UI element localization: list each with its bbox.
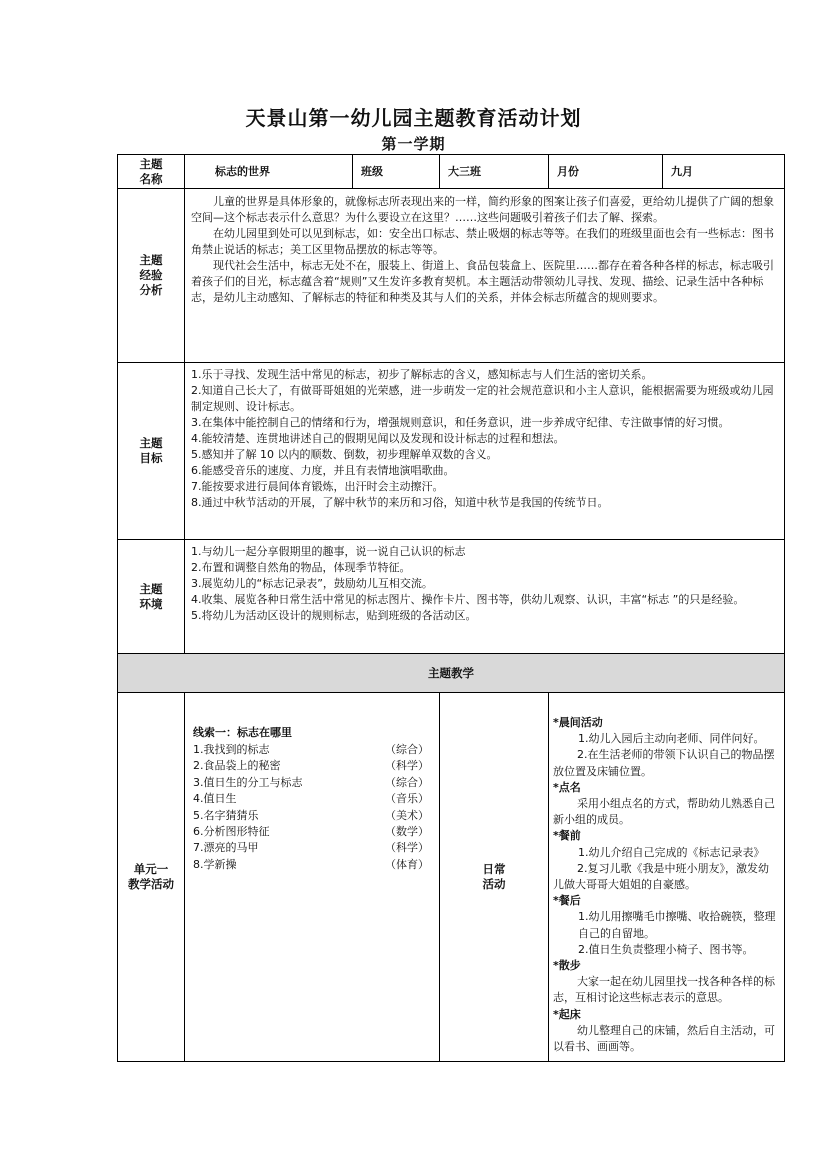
clue-title: 线索一：标志在哪里	[193, 726, 292, 739]
environment-content	[185, 540, 785, 654]
daily-heading: *起床	[553, 1007, 581, 1021]
unit-row	[118, 693, 785, 1062]
activity-name: 2.食品袋上的秘密	[193, 759, 281, 773]
daily-heading: *晨间活动	[553, 716, 603, 729]
goal-item: 1.乐于寻找、发现生活中常见的标志，初步了解标志的含义，感知标志与人们生活的密切关系。	[191, 368, 653, 381]
activity-subject: （科学）	[385, 841, 429, 855]
experience-paragraph: 儿童的世界是具体形象的，就像标志所表现出来的一样，简约形象的图案让孩子们喜爱，更给幼儿提供了广阔的想象空间—这个标志表示什么意思？为什么要设立在这里？……这些问题吸引着孩子们去了解、探索。	[191, 195, 774, 224]
goals-label: 主题 目标	[118, 363, 185, 540]
goal-item: 8.通过中秋节活动的开展，了解中秋节的来历和习俗，知道中秋节是我国的传统节日。	[191, 496, 609, 509]
activity-item	[193, 840, 431, 856]
activity-item	[193, 758, 431, 774]
daily-activities	[549, 693, 785, 1062]
daily-heading: *散步	[553, 959, 581, 973]
activity-item	[193, 791, 431, 807]
daily-item: 大家一起在幼儿园里找一找各种各样的标志，互相讨论这些标志表示的意思。	[553, 975, 775, 1005]
daily-heading: *点名	[553, 780, 581, 794]
goal-item: 2.知道自己长大了，有做哥哥姐姐的光荣感，进一步萌发一定的社会规范意识和小主人意识，能根据需要为班级或幼儿园制定规则、设计标志。	[191, 384, 774, 413]
activity-subject: （综合）	[385, 743, 429, 756]
goals-row	[118, 363, 785, 540]
activity-subject: （科学）	[385, 759, 429, 773]
experience-row	[118, 189, 785, 363]
theme-name-label: 主题 名称	[118, 155, 185, 189]
activity-subject: （音乐）	[385, 792, 429, 806]
daily-item: 2.在生活老师的带领下认识自己的物品摆放位置及床铺位置。	[553, 748, 775, 778]
daily-heading: *餐前	[553, 829, 581, 843]
goal-item: 4.能较清楚、连贯地讲述自己的假期见闻以及发现和设计标志的过程和想法。	[191, 432, 565, 445]
goal-item: 6.能感受音乐的速度、力度，并且有表情地演唱歌曲。	[191, 464, 455, 477]
theme-name-value: 标志的世界	[185, 155, 353, 189]
daily-item: 1.幼儿介绍自己完成的《标志记录表》	[578, 845, 765, 859]
goal-item: 7.能按要求进行晨间体育锻炼，出汗时会主动擦汗。	[191, 480, 444, 493]
daily-heading: *餐后	[553, 894, 581, 908]
clue-activities	[185, 693, 440, 1062]
activity-subject: （数学）	[385, 825, 429, 839]
month-value: 九月	[663, 155, 785, 189]
goals-content	[185, 363, 785, 540]
daily-item: 2.复习儿歌《我是中班小朋友》，激发幼儿做大哥哥大姐姐的自豪感。	[553, 861, 769, 892]
experience-label: 主题 经验 分析	[118, 189, 185, 363]
activity-name: 4.值日生	[193, 792, 237, 806]
activity-name: 5.名字猜猜乐	[193, 808, 259, 822]
experience-content	[185, 189, 785, 363]
daily-item: 2.值日生负责整理小椅子、图书等。	[578, 942, 754, 956]
activity-item	[193, 824, 431, 840]
environment-label: 主题 环境	[118, 540, 185, 654]
activity-subject: （综合）	[385, 775, 429, 789]
daily-item: 1.幼儿用擦嘴毛巾擦嘴、收拾碗筷，整理自己的自留地。	[578, 910, 776, 940]
teaching-section-title: 主题教学	[118, 654, 785, 693]
daily-label: 日常 活动	[440, 693, 549, 1062]
environment-item: 1.与幼儿一起分享假期里的趣事，说一说自己认识的标志	[191, 545, 466, 558]
experience-paragraph: 在幼儿园里到处可以见到标志，如：安全出口标志、禁止吸烟的标志等等。在我们的班级里面也会有一些标志：图书角禁止说话的标志；美工区里物品摆放的标志等等。	[191, 227, 774, 256]
unit-label: 单元一 教学活动	[118, 693, 185, 1062]
environment-item: 5.将幼儿为活动区设计的规则标志，贴到班级的各活动区。	[191, 609, 477, 622]
goal-item: 5.感知并了解 10 以内的顺数、倒数，初步理解单双数的含义。	[191, 448, 498, 461]
daily-item: 幼儿整理自己的床铺，然后自主活动，可以看书、画画等。	[553, 1023, 775, 1054]
activity-name: 7.漂亮的马甲	[193, 841, 259, 855]
class-value: 大三班	[440, 155, 549, 189]
activity-item	[193, 775, 431, 791]
environment-row	[118, 540, 785, 654]
plan-table	[117, 154, 785, 1062]
experience-paragraph: 现代社会生活中，标志无处不在，服装上、街道上、食品包装盒上、医院里……都存在着各种各样的标志，标志吸引着孩子们的目光，标志蕴含着“规则”又生发许多教育契机。本主题活动带领幼儿寻找、发现、描绘、记录生活中各种标志，是幼儿主动感知、了解标志的特征和种类及其与人们的关系，并体会标志所蕴含的规则要求。	[191, 259, 774, 304]
month-label: 月份	[549, 155, 663, 189]
environment-item: 4.收集、展览各种日常生活中常见的标志图片、操作卡片、图书等，供幼儿观察、认识，丰富“标志 ”的只是经验。	[191, 593, 745, 606]
activity-item	[193, 808, 431, 824]
activity-item	[193, 857, 431, 873]
environment-item: 2.布置和调整自然角的物品，体现季节特征。	[191, 561, 411, 574]
activity-name: 1.我找到的标志	[193, 743, 270, 756]
activity-subject: （美术）	[385, 808, 429, 822]
document-title: 天景山第一幼儿园主题教育活动计划	[245, 106, 582, 130]
teaching-section-row	[118, 654, 785, 693]
header-row	[118, 155, 785, 189]
daily-item: 1.幼儿入园后主动向老师、同伴问好。	[578, 732, 765, 746]
activity-item	[193, 742, 431, 758]
activity-name: 3.值日生的分工与标志	[193, 775, 303, 789]
activity-name: 6.分析图形特征	[193, 825, 270, 839]
activity-name: 8.学新操	[193, 857, 237, 871]
class-label: 班级	[353, 155, 440, 189]
semester-subtitle: 第一学期	[381, 135, 446, 153]
activity-subject: （体育）	[385, 857, 429, 871]
daily-item: 采用小组点名的方式，帮助幼儿熟悉自己新小组的成员。	[553, 797, 775, 827]
environment-item: 3.展览幼儿的“标志记录表”，鼓励幼儿互相交流。	[191, 577, 433, 590]
goal-item: 3.在集体中能控制自己的情绪和行为，增强规则意识，和任务意识，进一步养成守纪律、专注做事情的好习惯。	[191, 416, 730, 429]
